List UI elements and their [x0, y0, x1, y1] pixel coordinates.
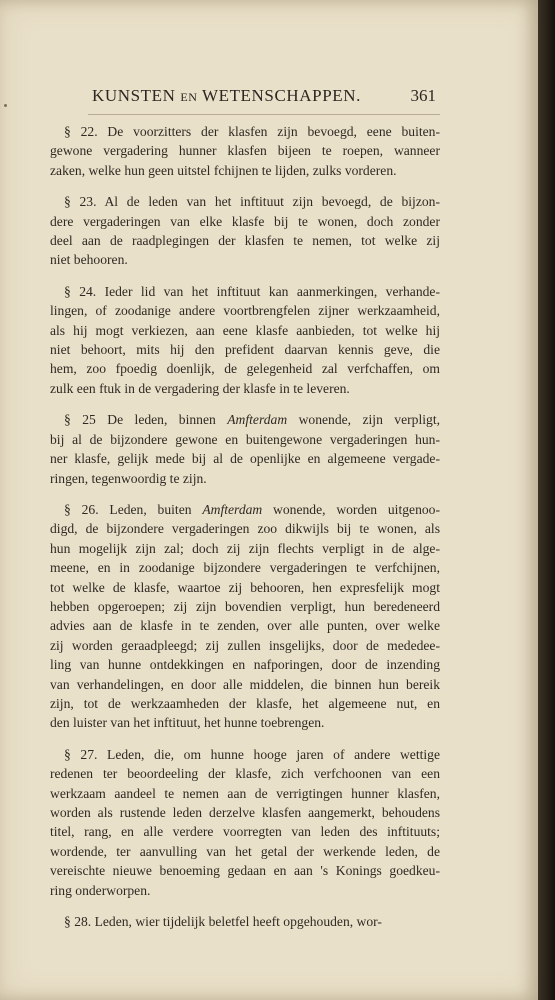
text-line: advies aan de klasfe in te zenden, over alle punten, over welke — [50, 618, 440, 634]
text-line: deel aan de raadplegingen der klasfen te nemen, tot welke zij — [50, 233, 440, 249]
paragraph — [50, 912, 440, 931]
text-line: hun mogelijk zijn zal; doch zij zijn flechts verpligt in de alge- — [50, 540, 440, 556]
text-line: ring onderworpen. — [50, 882, 151, 898]
text-line: werkzaam aandeel te nemen aan de verrigtingen hunner klasfen, — [50, 785, 440, 801]
running-header — [60, 86, 436, 110]
text-line: van verhandelingen, en door alle middelen, die binnen hun bereik — [50, 676, 440, 692]
paragraph — [50, 500, 440, 733]
text-line: hem, zoo fpoedig doenlijk, de gelegenheid zal verfchaffen, om — [50, 361, 440, 377]
text-line: § 23. Al de leden van het inftituut zijn bevoegd, de bijzon- — [64, 194, 440, 210]
text-line: niet behoort, mits hij den prefident daarvan kennis geve, die — [50, 342, 440, 358]
paragraph — [50, 122, 440, 180]
body-text — [50, 122, 440, 943]
text-line: zijn, tot de werkzaamheden der klasfe, het algemeene nut, en — [50, 695, 440, 711]
text-line: worden als rustende leden derzelve klasfen aangemerkt, behoudens — [50, 805, 440, 820]
title-part-2: WETENSCHAPPEN. — [201, 86, 361, 105]
text-line: § 25 De leden, binnen Amfterdam wonende, zijn verpligt, — [64, 412, 440, 428]
paragraph — [50, 745, 440, 900]
text-line: § 28. Leden, wier tijdelijk beletfel heeft opgehouden, wor- — [64, 914, 382, 930]
text-line: § 26. Leden, buiten Amfterdam wonende, worden uitgenoo- — [64, 501, 440, 517]
paragraph — [50, 282, 440, 398]
running-head-title — [92, 86, 361, 106]
text-line: digd, de bijzondere vergaderingen zoo dikwijls bij te wonen, als — [50, 521, 440, 537]
text-line: dere vergaderingen van elke klasfe bij te wonen, doch zonder — [50, 213, 440, 229]
text-line: redenen ter beoordeeling der klasfe, zich verfchoonen van een — [50, 766, 440, 782]
text-line: titel, rang, en alle verdere voorregten van leden des inftituuts; — [50, 824, 440, 840]
ink-spot — [4, 104, 7, 107]
text-line: § 27. Leden, die, om hunne hooge jaren of andere wettige — [64, 746, 440, 762]
text-line: bij al de bijzondere gewone en buitengewone vergaderingen hun- — [50, 431, 440, 447]
text-line: meene, en in zoodanige bijzondere vergaderingen te verfchijnen, — [50, 560, 440, 576]
text-line: § 24. Ieder lid van het inftituut kan aanmerkingen, verhande- — [64, 283, 440, 299]
title-conjunction: EN — [180, 90, 198, 104]
text-line: tot welke de klasfe, waartoe zij behooren, hen expresfelijk mogt — [50, 579, 440, 595]
text-line: hebben opgeroepen; zij zijn bovendien verpligt, hun beredeneerd — [50, 598, 440, 614]
text-line: niet behooren. — [50, 252, 128, 268]
text-line: gewone vergadering hunner klasfen bijeen te roepen, wanneer — [50, 143, 440, 159]
text-line: § 22. De voorzitters der klasfen zijn bevoegd, eene buiten- — [64, 124, 440, 139]
paragraph — [50, 192, 440, 270]
text-line: zaken, welke hun geen uitstel fchijnen te lijden, zulks vorderen. — [50, 162, 397, 178]
paragraph — [50, 410, 440, 488]
text-line: als hij mogt verkiezen, aan eene klasfe aanbieden, tot welke hij — [50, 322, 440, 338]
text-line: den luister van het inftituut, het hunne toebrengen. — [50, 715, 325, 731]
page-edge — [538, 0, 555, 1000]
text-line: zulk een ftuk in de vergadering der klasfe in te leveren. — [50, 380, 350, 396]
title-part-1: KUNSTEN — [92, 86, 176, 105]
text-line: zij worden geraadpleegd; zij zullen insgelijks, door de mededee- — [50, 637, 440, 653]
page-number: 361 — [410, 86, 436, 105]
text-line: lingen, of zoodanige andere voortbrengfelen zijner werkzaamheid, — [50, 303, 440, 319]
header-rule — [88, 114, 440, 115]
text-line: ling van hunne ontdekkingen en nafporingen, door de inzending — [50, 657, 440, 673]
text-line: vereischte nieuwe benoeming gedaan en aan 's Konings goedkeu- — [50, 863, 440, 879]
text-line: wordende, ter aanvulling van het getal der werkende leden, de — [50, 843, 440, 859]
text-line: ner klasfe, gelijk mede bij al de openlijke en algemeene vergade- — [50, 451, 440, 467]
text-line: ringen, tegenwoordig te zijn. — [50, 470, 207, 486]
